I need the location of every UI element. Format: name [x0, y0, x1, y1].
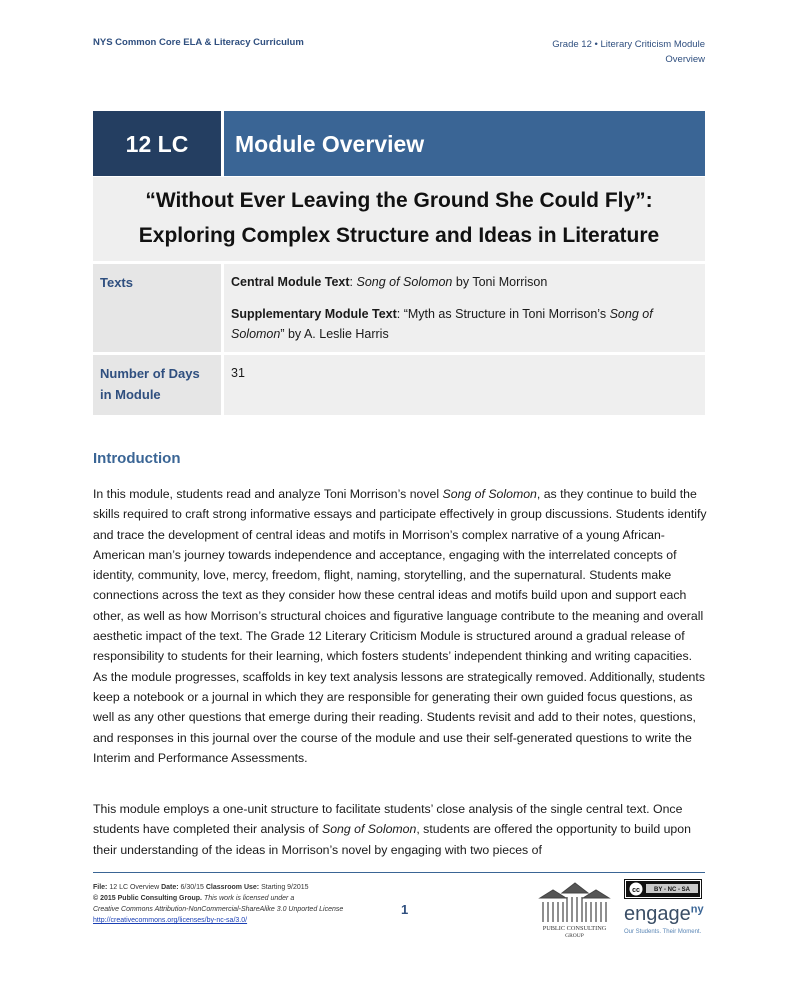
engageny-logo	[624, 903, 704, 926]
p2-pre: This module employs a one-unit structure to facilitate students’ close analysis of the single central text. Once students have completed their analysis of	[93, 802, 683, 837]
p1-rest: , as they continue to build the skills required to craft strong informative essays and participate effectively in group discussions. Students identify and trace the development of central ideas and motifs in Morrison’s complex narrative of a young African-American man’s journey towards independence and acceptance, engaging with the interrelated concepts of identity, community, love, mercy, freedom, flight, naming, storytelling, and the supernatural. Students make connections across the text as they consider how these central ideas and motifs build upon and support each other, as well as how Morrison’s structural choices and figurative language contribute to the meaning and overall aesthetic impact of the text. The Grade 12 Literary Criticism Module is structured around a gradual release of responsibility to students for their learning, which fosters students’ independent thinking and writing capacities. As the module progresses, scaffolds in key text analysis lessons are strategically removed. Additionally, students keep a notebook or a journal in which they are responsible for generating their own guided focus questions, as well as any other questions that emerge during their reading. Students revisit and add to their notes, questions, and responses in this journal over the course of the module and use their self-generated questions to write the Interim and Performance Assessments.	[93, 487, 707, 765]
module-code: 12 LC	[93, 111, 221, 176]
pcg-logo	[537, 878, 612, 940]
p2-title: Song of Solomon	[322, 822, 417, 837]
engage-word: engage	[624, 903, 691, 925]
module-subtitle	[93, 177, 705, 261]
central-text-label: Central Module Text	[231, 275, 350, 289]
texts-value	[224, 264, 705, 352]
copyright: © 2015 Public Consulting Group.	[93, 895, 203, 902]
days-value: 31	[224, 355, 705, 415]
footer-license-line	[93, 904, 383, 915]
module-banner	[93, 111, 705, 176]
introduction-paragraph-1	[93, 484, 707, 768]
central-text-author: by Toni Morrison	[452, 275, 548, 289]
pcg-logo-text-2: GROUP	[565, 933, 584, 939]
supplementary-text-label: Supplementary Module Text	[231, 307, 397, 321]
introduction-paragraph-2	[93, 799, 707, 860]
footer-meta	[93, 882, 383, 926]
engage-sup: ny	[690, 903, 704, 916]
header-module-info	[552, 37, 705, 67]
p1-title: Song of Solomon	[442, 487, 537, 501]
pcg-logo-text-1: PUBLIC CONSULTING	[542, 925, 607, 932]
file-label: File:	[93, 884, 108, 891]
license-link[interactable]: http://creativecommons.org/licenses/by-nc-sa/3.0/	[93, 917, 248, 924]
license-line-2: Creative Commons Attribution-NonCommercial-ShareAlike 3.0 Unported License	[93, 906, 344, 913]
footer-copyright-line	[93, 893, 383, 904]
subtitle-line-1: “Without Ever Leaving the Ground She Could Fly”:	[145, 189, 653, 212]
introduction-heading: Introduction	[93, 450, 181, 467]
use-label: Classroom Use:	[205, 884, 260, 891]
p2-rest: , students are offered the opportunity to build upon their understanding of the ideas in Morrison’s novel by engaging with two pieces of	[93, 822, 691, 857]
subtitle-line-2: Exploring Complex Structure and Ideas in Literature	[138, 224, 660, 247]
cc-license-badge	[624, 879, 702, 899]
cc-icon: cc	[632, 887, 640, 894]
days-row	[93, 355, 705, 415]
p1-pre: In this module, students read and analyze Toni Morrison’s novel	[93, 487, 443, 501]
use-value: Starting 9/2015	[259, 884, 309, 891]
header-curriculum-title: NYS Common Core ELA & Literacy Curriculum	[93, 37, 304, 48]
footer-link-line	[93, 915, 383, 926]
module-banner-title: Module Overview	[224, 111, 705, 176]
page-number: 1	[401, 902, 409, 917]
days-label: Number of Days in Module	[93, 355, 221, 415]
central-text: Central Module Text: Song of Solomon by Toni Morrison	[231, 275, 548, 289]
engageny-tagline: Our Students. Their Moment.	[624, 929, 702, 935]
texts-label: Texts	[93, 264, 221, 352]
central-text-title: Song of Solomon	[356, 275, 453, 289]
file-value: 12 LC Overview	[107, 884, 162, 891]
supplementary-text-title: Song of Solomon	[231, 307, 653, 341]
footer-file-line	[93, 882, 383, 893]
header-module-line: Grade 12 • Literary Criticism Module	[552, 39, 705, 50]
header-overview-line: Overview	[665, 54, 705, 65]
date-value: 6/30/15	[178, 884, 206, 891]
supplementary-text-pre: : “Myth as Structure in Toni Morrison’s	[396, 307, 610, 321]
license-line-1: This work is licensed under a	[202, 895, 295, 902]
cc-text: BY - NC - SA	[654, 887, 690, 893]
date-label: Date:	[161, 884, 179, 891]
texts-row	[93, 264, 705, 352]
supplementary-text	[231, 304, 698, 344]
footer-divider	[93, 872, 705, 873]
supplementary-text-author: ” by A. Leslie Harris	[280, 327, 389, 341]
